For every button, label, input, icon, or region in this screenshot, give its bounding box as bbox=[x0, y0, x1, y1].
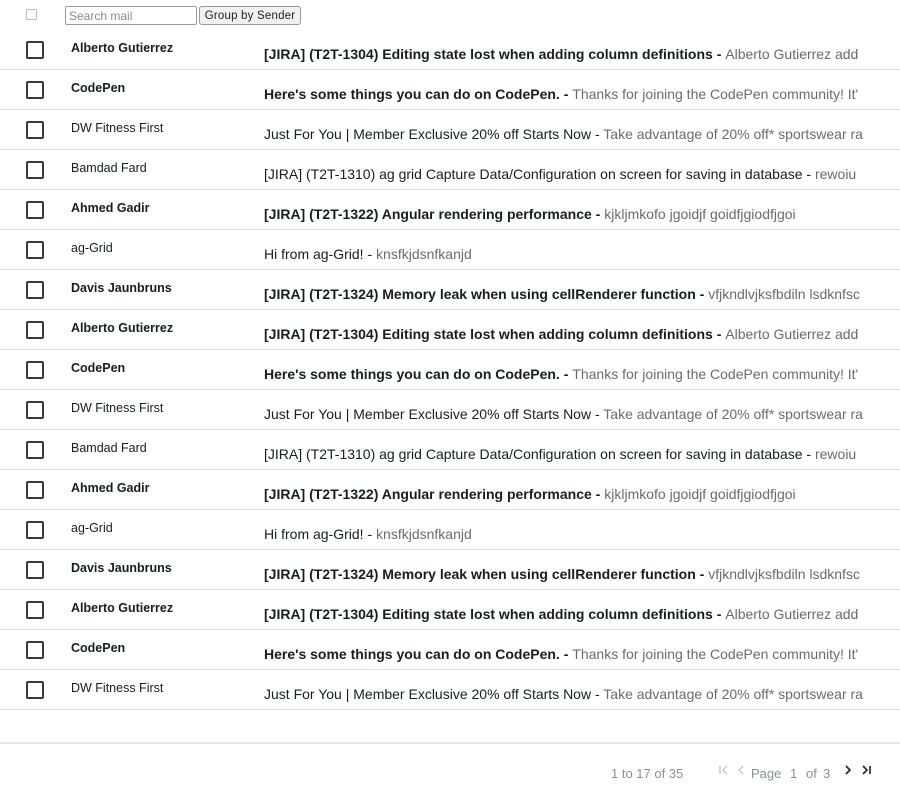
subject: [JIRA] (T2T-1304) Editing state lost when adding column definitions bbox=[264, 46, 713, 62]
sender-name: ag-Grid bbox=[71, 521, 113, 535]
separator: - bbox=[591, 126, 604, 142]
snippet: Alberto Gutierrez add bbox=[725, 46, 859, 62]
subject: [JIRA] (T2T-1324) Memory leak when using cellRenderer function bbox=[264, 286, 696, 302]
search-input[interactable] bbox=[65, 6, 197, 25]
subject: Hi from ag-Grid! bbox=[264, 526, 364, 542]
snippet: Take advantage of 20% off* sportswear ra bbox=[603, 686, 863, 702]
separator: - bbox=[559, 366, 573, 382]
row-checkbox[interactable] bbox=[26, 81, 44, 99]
message-preview bbox=[264, 286, 875, 302]
message-preview bbox=[264, 486, 875, 502]
sender-name: Alberto Gutierrez bbox=[71, 321, 174, 335]
mail-grid bbox=[0, 30, 900, 710]
sender-name: DW Fitness First bbox=[71, 681, 164, 695]
table-row[interactable] bbox=[0, 670, 900, 710]
subject: [JIRA] (T2T-1304) Editing state lost when adding column definitions bbox=[264, 326, 713, 342]
table-row[interactable] bbox=[0, 470, 900, 510]
subject: [JIRA] (T2T-1304) Editing state lost when adding column definitions bbox=[264, 606, 713, 622]
row-checkbox[interactable] bbox=[26, 401, 44, 419]
separator: - bbox=[591, 406, 604, 422]
snippet: knsfkjdsnfkanjd bbox=[376, 246, 472, 262]
select-all-checkbox[interactable] bbox=[26, 9, 37, 20]
separator: - bbox=[559, 646, 573, 662]
separator: - bbox=[802, 446, 815, 462]
message-preview bbox=[264, 246, 875, 262]
message-preview bbox=[264, 326, 875, 342]
row-checkbox[interactable] bbox=[26, 201, 44, 219]
snippet: kjkljmkofo jgoidjf goidfjgiodfjgoi bbox=[604, 486, 796, 502]
row-checkbox[interactable] bbox=[26, 41, 44, 59]
subject: Here's some things you can do on CodePen. bbox=[264, 646, 560, 662]
table-row[interactable] bbox=[0, 310, 900, 350]
table-row[interactable] bbox=[0, 230, 900, 270]
message-preview bbox=[264, 686, 875, 702]
table-row[interactable] bbox=[0, 30, 900, 70]
snippet: kjkljmkofo jgoidjf goidfjgiodfjgoi bbox=[604, 206, 796, 222]
total-pages: 3 bbox=[823, 766, 831, 781]
snippet: Thanks for joining the CodePen community! It' bbox=[572, 646, 859, 662]
table-row[interactable] bbox=[0, 630, 900, 670]
of-label: of bbox=[806, 766, 817, 781]
sender-name: Ahmed Gadir bbox=[71, 481, 150, 495]
row-checkbox[interactable] bbox=[26, 521, 44, 539]
message-preview bbox=[264, 86, 875, 102]
first-page-icon[interactable] bbox=[718, 764, 730, 780]
sender-name: Ahmed Gadir bbox=[71, 201, 150, 215]
snippet: Alberto Gutierrez add bbox=[725, 326, 859, 342]
snippet: Alberto Gutierrez add bbox=[725, 606, 859, 622]
row-checkbox[interactable] bbox=[26, 641, 44, 659]
separator: - bbox=[591, 686, 604, 702]
subject: Here's some things you can do on CodePen. bbox=[264, 366, 560, 382]
snippet: Thanks for joining the CodePen community! It' bbox=[572, 366, 859, 382]
snippet: Take advantage of 20% off* sportswear ra bbox=[603, 126, 863, 142]
separator: - bbox=[712, 606, 726, 622]
sender-name: ag-Grid bbox=[71, 241, 113, 255]
separator: - bbox=[695, 566, 709, 582]
table-row[interactable] bbox=[0, 390, 900, 430]
pagination-bar bbox=[0, 742, 900, 794]
sender-name: CodePen bbox=[71, 81, 126, 95]
sender-name: Bamdad Fard bbox=[71, 441, 147, 455]
separator: - bbox=[559, 86, 573, 102]
row-checkbox[interactable] bbox=[26, 281, 44, 299]
separator: - bbox=[712, 326, 726, 342]
separator: - bbox=[363, 526, 377, 542]
next-page-icon[interactable] bbox=[843, 764, 853, 780]
subject: [JIRA] (T2T-1324) Memory leak when using cellRenderer function bbox=[264, 566, 696, 582]
row-checkbox[interactable] bbox=[26, 241, 44, 259]
message-preview bbox=[264, 166, 875, 182]
sender-name: CodePen bbox=[71, 641, 126, 655]
table-row[interactable] bbox=[0, 190, 900, 230]
message-preview bbox=[264, 526, 875, 542]
snippet: vfjkndlvjksfbdiln lsdknfsc bbox=[708, 566, 860, 582]
subject: Just For You | Member Exclusive 20% off Starts Now bbox=[264, 126, 592, 142]
message-preview bbox=[264, 126, 875, 142]
message-preview bbox=[264, 646, 875, 662]
table-row[interactable] bbox=[0, 510, 900, 550]
row-checkbox[interactable] bbox=[26, 481, 44, 499]
snippet: Take advantage of 20% off* sportswear ra bbox=[603, 406, 863, 422]
page-label: Page bbox=[751, 766, 782, 781]
table-row[interactable] bbox=[0, 270, 900, 310]
sender-name: Davis Jaunbruns bbox=[71, 561, 172, 575]
message-preview bbox=[264, 406, 875, 422]
message-preview bbox=[264, 566, 875, 582]
row-summary: 1 to 17 of 35 bbox=[611, 766, 684, 781]
snippet: Thanks for joining the CodePen community! It' bbox=[572, 86, 859, 102]
row-checkbox[interactable] bbox=[26, 601, 44, 619]
subject: [JIRA] (T2T-1322) Angular rendering performance bbox=[264, 206, 592, 222]
table-row[interactable] bbox=[0, 350, 900, 390]
sender-name: DW Fitness First bbox=[71, 401, 164, 415]
separator: - bbox=[363, 246, 377, 262]
sender-name: Alberto Gutierrez bbox=[71, 601, 174, 615]
snippet: knsfkjdsnfkanjd bbox=[376, 526, 472, 542]
snippet: rewoiu bbox=[814, 166, 857, 182]
message-preview bbox=[264, 366, 875, 382]
current-page: 1 bbox=[790, 766, 798, 781]
snippet: vfjkndlvjksfbdiln lsdknfsc bbox=[708, 286, 860, 302]
table-row[interactable] bbox=[0, 70, 900, 110]
previous-page-icon[interactable] bbox=[736, 764, 746, 780]
row-checkbox[interactable] bbox=[26, 361, 44, 379]
separator: - bbox=[712, 46, 726, 62]
message-preview bbox=[264, 46, 875, 62]
group-by-sender-button[interactable]: Group by Sender bbox=[199, 6, 301, 25]
row-checkbox[interactable] bbox=[26, 121, 44, 139]
subject: Just For You | Member Exclusive 20% off Starts Now bbox=[264, 686, 592, 702]
row-checkbox[interactable] bbox=[26, 681, 44, 699]
table-row[interactable] bbox=[0, 430, 900, 470]
toolbar bbox=[0, 0, 900, 30]
subject: Here's some things you can do on CodePen. bbox=[264, 86, 560, 102]
subject: Hi from ag-Grid! bbox=[264, 246, 364, 262]
subject: [JIRA] (T2T-1322) Angular rendering performance bbox=[264, 486, 592, 502]
message-preview bbox=[264, 606, 875, 622]
separator: - bbox=[802, 166, 815, 182]
separator: - bbox=[695, 286, 709, 302]
sender-name: CodePen bbox=[71, 361, 126, 375]
snippet: rewoiu bbox=[814, 446, 857, 462]
sender-name: DW Fitness First bbox=[71, 121, 164, 135]
subject: Just For You | Member Exclusive 20% off Starts Now bbox=[264, 406, 592, 422]
row-checkbox[interactable] bbox=[26, 561, 44, 579]
row-checkbox[interactable] bbox=[26, 441, 44, 459]
sender-name: Alberto Gutierrez bbox=[71, 41, 174, 55]
message-preview bbox=[264, 446, 875, 462]
row-checkbox[interactable] bbox=[26, 161, 44, 179]
table-row[interactable] bbox=[0, 150, 900, 190]
separator: - bbox=[591, 486, 605, 502]
separator: - bbox=[591, 206, 605, 222]
last-page-icon[interactable] bbox=[860, 764, 872, 780]
table-row[interactable] bbox=[0, 550, 900, 590]
message-preview bbox=[264, 206, 875, 222]
subject: [JIRA] (T2T-1310) ag grid Capture Data/Configuration on screen for saving in database bbox=[264, 446, 803, 462]
table-row[interactable] bbox=[0, 110, 900, 150]
subject: [JIRA] (T2T-1310) ag grid Capture Data/Configuration on screen for saving in database bbox=[264, 166, 803, 182]
row-checkbox[interactable] bbox=[26, 321, 44, 339]
sender-name: Bamdad Fard bbox=[71, 161, 147, 175]
sender-name: Davis Jaunbruns bbox=[71, 281, 172, 295]
table-row[interactable] bbox=[0, 590, 900, 630]
